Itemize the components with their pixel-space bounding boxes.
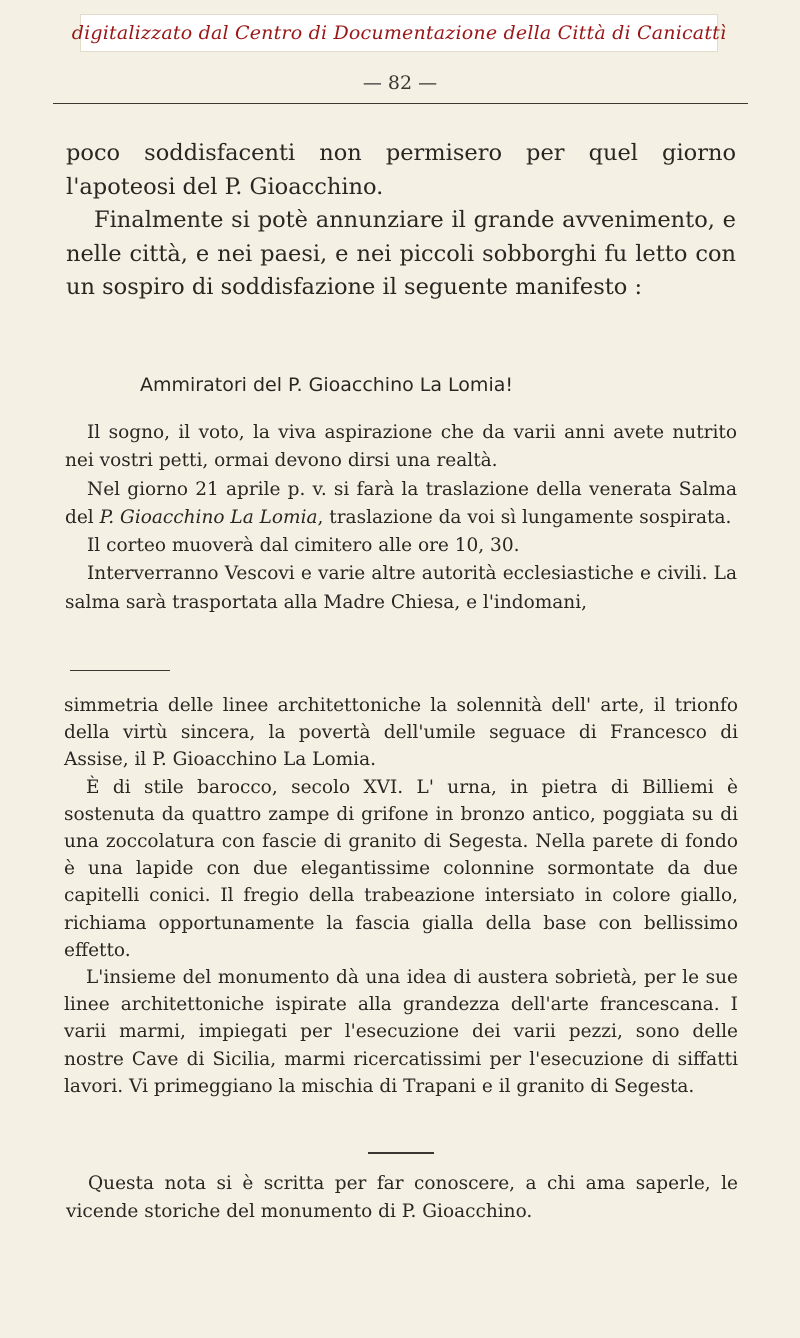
announcement-text — [65, 419, 737, 617]
announcement-text-run: , traslazione da voi sì lungamente sospirata. — [317, 506, 732, 528]
main-text — [66, 137, 736, 305]
footnote-rule — [70, 670, 170, 671]
announcement-title: Ammiratori del P. Gioacchino La Lomia! — [140, 374, 513, 396]
note-paragraph: L'insieme del monumento dà una idea di austera sobrietà, per le sue linee architettoniche ispirate alla grandezza dell'arte francescana. I varii marmi, impiegati per l'esecuzione dei varii pezzi, sono delle nostre Cave di Sicilia, marmi ricercatissimi per l'esecuzione di siffatti lavori. Vi primeggiano la mischia di Trapani e il granito di Segesta. — [64, 967, 738, 1097]
announcement-paragraph: Interverranno Vescovi e varie altre autorità ecclesiastiche e civili. La salma sarà trasportata alla Madre Chiesa, e l'indomani, — [65, 563, 737, 613]
announcement-paragraph: Il sogno, il voto, la viva aspirazione che da varii anni avete nutrito nei vostri petti, ormai devono dirsi una realtà. — [65, 422, 737, 472]
page-number: — 82 — — [362, 72, 438, 94]
announcement-paragraph: Il corteo muoverà dal cimitero alle ore 10, 30. — [87, 535, 520, 557]
announcement-name-italic: P. Gioacchino La Lomia — [99, 506, 318, 528]
note-paragraph: simmetria delle linee architettoniche la solennità dell' arte, il trionfo della virtù sincera, la povertà dell'umile seguace di Francesco di Assise, il P. Gioacchino La Lomia. — [64, 695, 738, 771]
closing-paragraph: Questa nota si è scritta per far conoscere, a chi ama saperle, le vicende storiche del monumento di P. Gioacchino. — [66, 1173, 738, 1222]
main-paragraph: Finalmente si potè annunziare il grande avvenimento, e nelle città, e nei paesi, e nei piccoli sobborghi fu letto con un sospiro di soddisfazione il seguente manifesto : — [66, 207, 736, 300]
digitization-watermark: digitalizzato dal Centro di Documentazione della Città di Canicattì — [80, 14, 718, 52]
announcement-paragraph — [65, 476, 737, 533]
note-paragraph: È di stile barocco, secolo XVI. L' urna, in pietra di Billiemi è sostenuta da quattro zampe di grifone in bronzo antico, poggiata su di una zoccolatura con fascie di granito di Segesta. Nella parete di fondo è una lapide con due elegantissime colonnine sormontate da due capitelli conici. Il fregio della trabeazione intersiato in colore giallo, richiama opportunamente la fascia gialla della base con bellissimo effetto. — [64, 776, 738, 961]
closing-note — [66, 1170, 738, 1225]
header-rule — [53, 103, 748, 104]
announcement-text-run: Nel giorno 21 aprile p. v. si farà la traslazione della venerata Salma del — [65, 478, 737, 528]
main-paragraph: poco soddisfacenti non permisero per quel giorno l'apoteosi del P. Gioacchino. — [66, 140, 736, 200]
section-divider — [368, 1152, 434, 1154]
monument-note — [64, 692, 738, 1100]
